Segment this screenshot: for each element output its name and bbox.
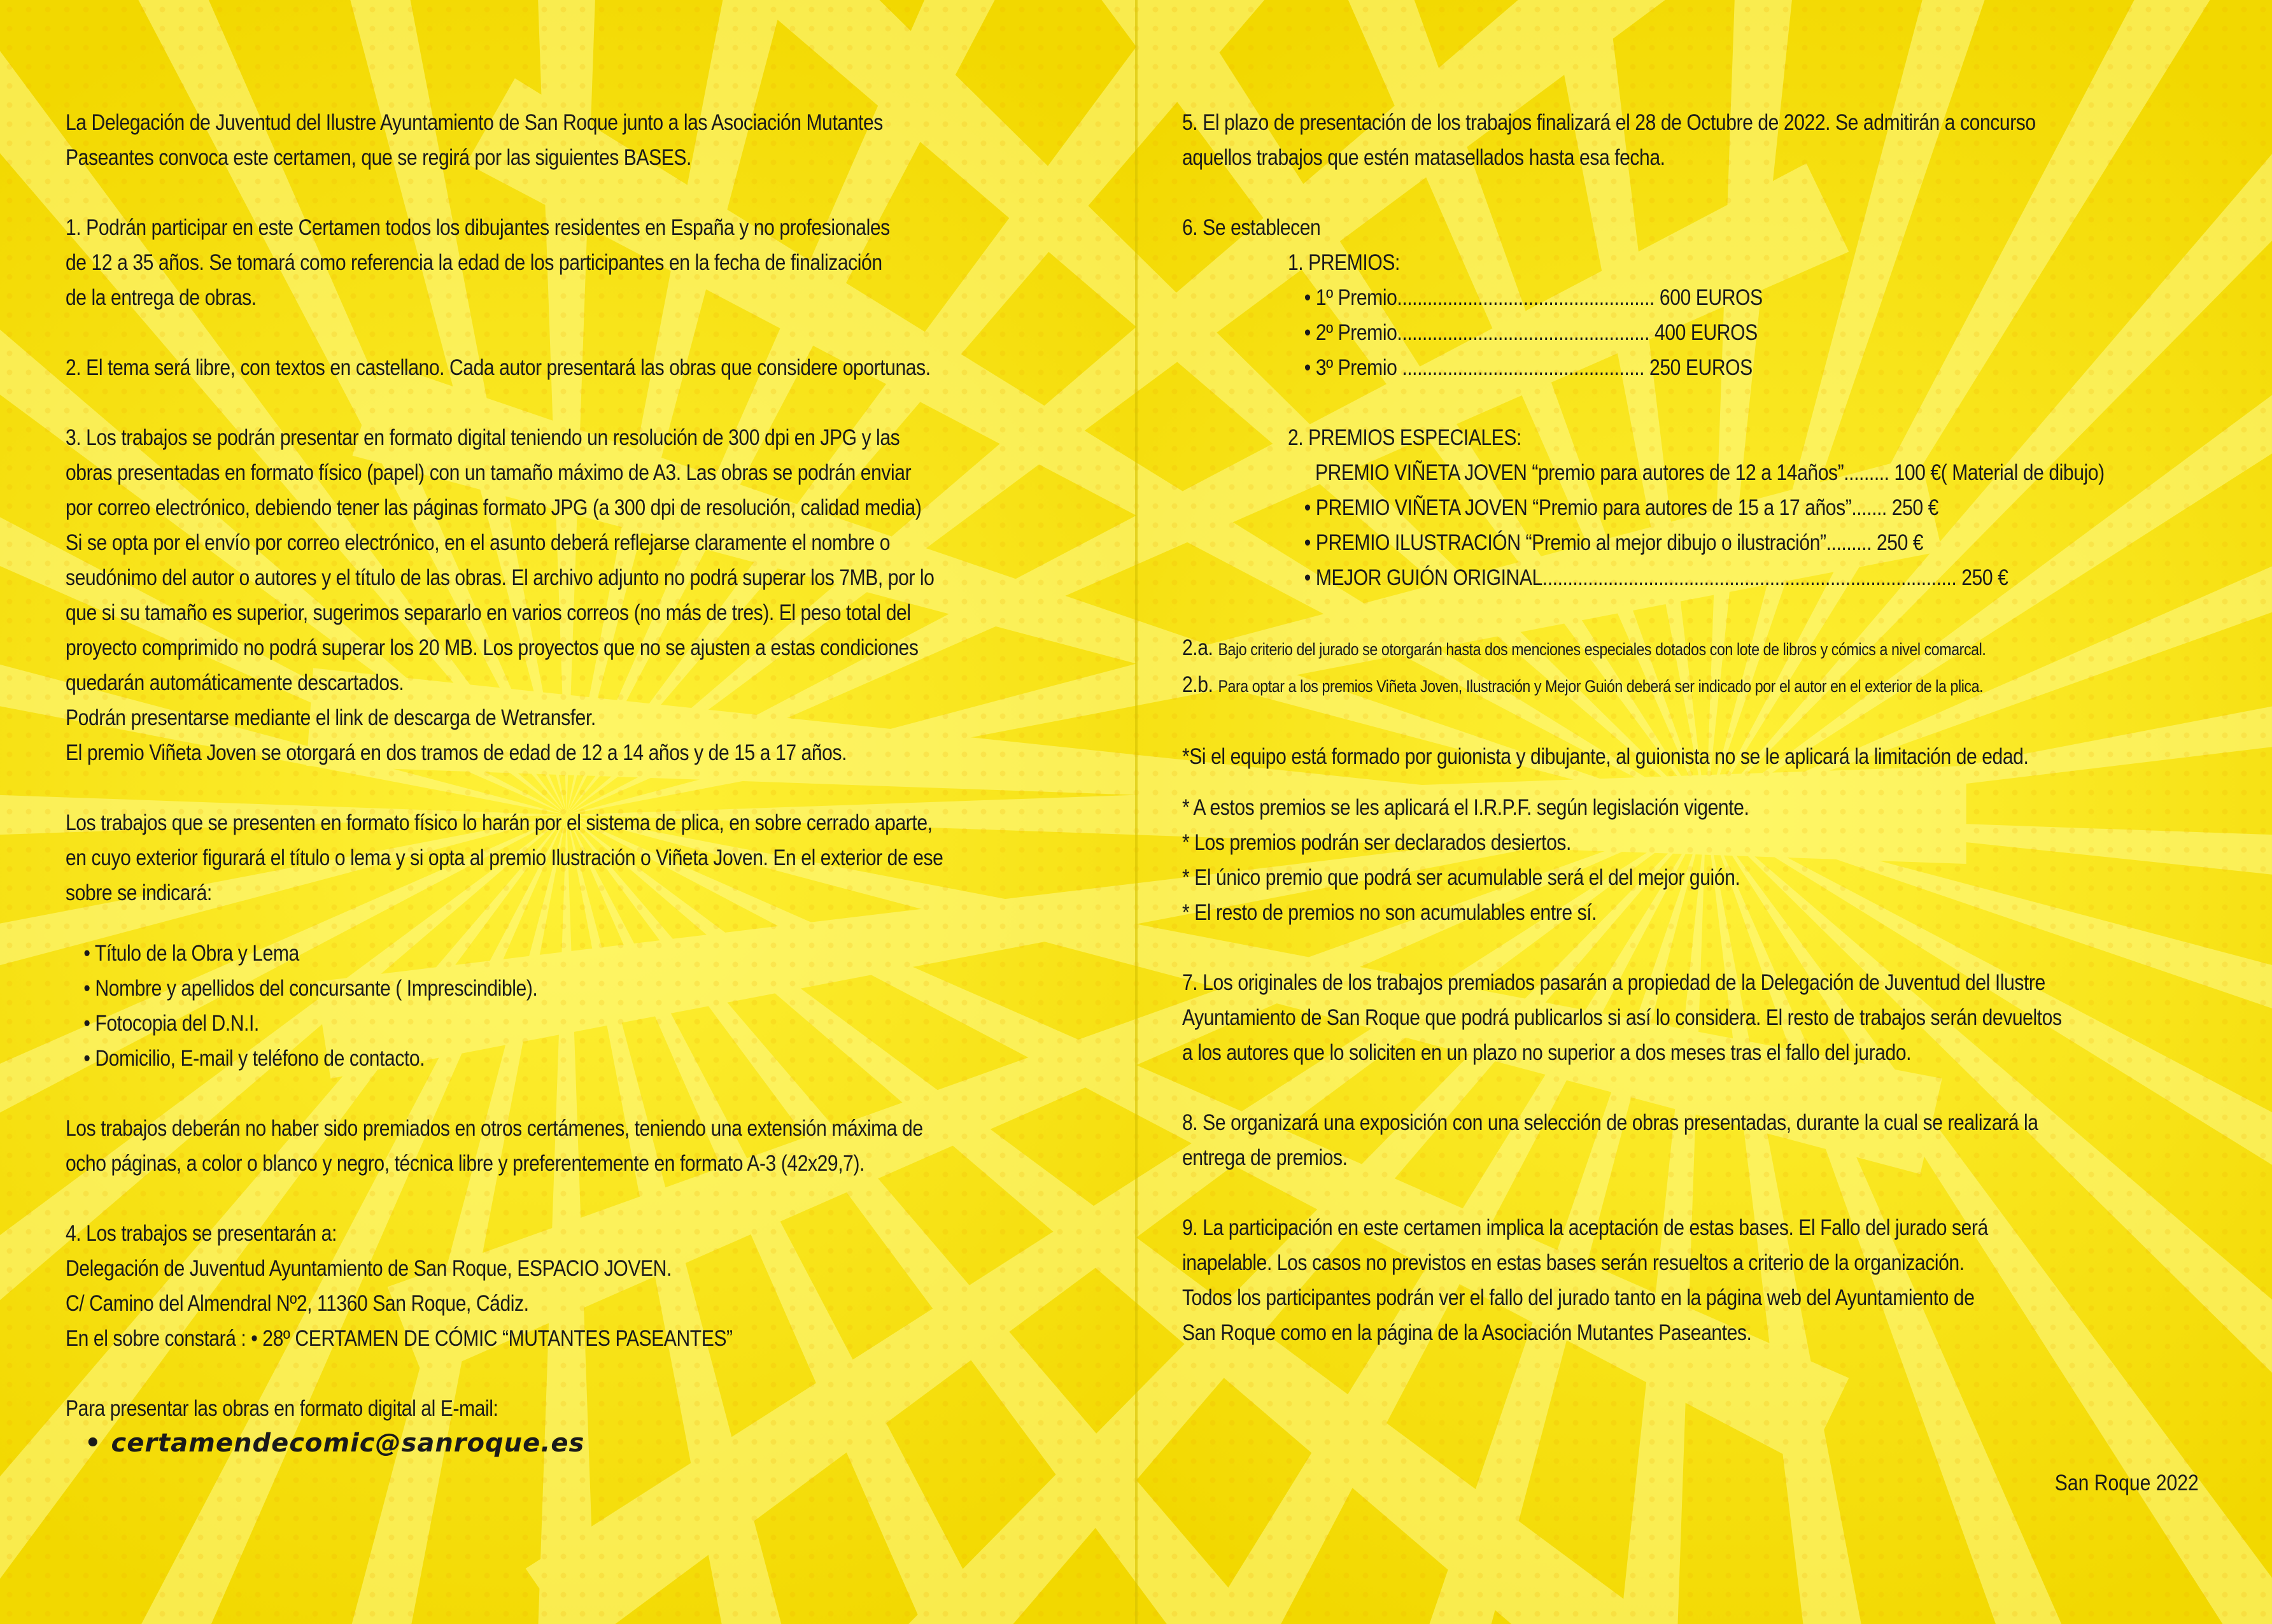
special-prize-row: • PREMIO VIÑETA JOVEN “Premio para autores de 15 a 17 años”....... 250 € xyxy=(1304,495,1938,520)
right-page xyxy=(1138,0,2272,1624)
prize-row: • 2º Premio.................................................. 400 EUROS xyxy=(1304,320,1758,345)
rule-6-prizes: 6. Se establecen 1. PREMIOS: • 1º Premio................................................... 600 EUROS • 2º Premio.................................................. 400 EUROS • 3º Premio ................................................ 250 EUROS 2. PREMIOS ESPECIALES: PREMIO VIÑETA JOVEN “premio para autores de 12 a 14años”......... 100 €( Material de dibujo) • PREMIO VIÑETA JOVEN “Premio para autores de 15 a 17 años”....... 250 € • PREMIO ILUSTRACIÓN “Premio al mejor dibujo o ilustración”......... 250 € • MEJOR GUIÓN ORIGINAL.................................................................................. 250 € xyxy=(1182,210,2195,595)
email-section: Para presentar las obras en formato digital al E-mail: xyxy=(66,1396,498,1421)
rule-2-theme: 2. El tema será libre, con textos en castellano. Cada autor presentará las obras que considere oportunas. xyxy=(66,355,931,380)
team-note: *Si el equipo está formado por guionista y dibujante, al guionista no se le aplicará la limitación de edad. xyxy=(1182,744,2029,769)
list-item: • Nombre y apellidos del concursante ( Imprescindible). xyxy=(83,976,538,1001)
plica-paragraph: Los trabajos que se presenten en formato físico lo harán por el sistema de plica, en sobre cerrado aparte, en cuyo exterior figurará el título o lema y si opta al premio Ilustración o Viñeta Joven. En el exterior de ese sobre se indicará: xyxy=(66,810,943,905)
left-page xyxy=(0,0,1135,1624)
rule-5-deadline: 5. El plazo de presentación de los trabajos finalizará el 28 de Octubre de 2022. Se admitirán a concurso aquellos trabajos que estén matasellados hasta esa fecha. xyxy=(1182,110,2036,170)
intro-paragraph: La Delegación de Juventud del Ilustre Ayuntamiento de San Roque junto a las Asociación Mutantes Paseantes convoca este certamen, que se regirá por las siguientes BASES. xyxy=(66,110,883,170)
special-prize-row: PREMIO VIÑETA JOVEN “premio para autores de 12 a 14años”......... 100 €( Material de dibujo) xyxy=(1315,460,2105,485)
rule-3-format: 3. Los trabajos se podrán presentar en formato digital teniendo un resolución de 300 dpi en JPG y las obras presentadas en formato físico (papel) con un tamaño máximo de A3. Las obras se podrán enviar por correo electrónico, debiendo tener las páginas formato JPG (a 300 dpi de resolución, calidad media) Si se opta por el envío por correo electrónico, en el asunto deberá reflejarse claramente el nombre o seudónimo del autor o autores y el título de las obras. El archivo adjunto no podrá superar los 7MB, por lo que si su tamaño es superior, sugerimos separarlo en varios correos (no más de tres). El peso total del proyecto comprimido no podrá superar los 20 MB. Los proyectos que no se ajusten a estas condiciones quedarán automáticamente descartados. Podrán presentarse mediante el link de descarga de Wetransfer. El premio Viñeta Joven se otorgará en dos tramos de edad de 12 a 14 años y de 15 a 17 años. xyxy=(66,425,935,765)
list-item: • Título de la Obra y Lema xyxy=(83,941,299,966)
prizes-heading: 1. PREMIOS: xyxy=(1287,250,1400,275)
list-item: • Fotocopia del D.N.I. xyxy=(83,1011,259,1036)
rule-1-participants: 1. Podrán participar en este Certamen todos los dibujantes residentes en España y no profesionales de 12 a 35 años. Se tomará como referencia la edad de los participantes en la fecha de finalización de la entrega de obras. xyxy=(66,215,890,310)
contact-email[interactable]: • certamendecomic@sanroque.es xyxy=(85,1429,585,1458)
extension-paragraph: Los trabajos deberán no haber sido premiados en otros certámenes, teniendo una extensión máxima de ocho páginas, a color o blanco y negro, técnica libre y preferentemente en formato A-3 (42x29,7). xyxy=(66,1116,923,1176)
special-prize-row: • MEJOR GUIÓN ORIGINAL.................................................................................. 250 € xyxy=(1304,565,2008,590)
prize-row: • 3º Premio ................................................ 250 EUROS xyxy=(1304,355,1753,380)
rule-2ab-notes: 2.a. Bajo criterio del jurado se otorgarán hasta dos menciones especiales dotados con lote de libros y cómics a nivel comarcal. 2.b. Para optar a los premios Viñeta Joven, Ilustración y Mejor Guión deberá ser indicado por el autor en el exterior de la plica. xyxy=(1182,635,1986,697)
list-item: • Domicilio, E-mail y teléfono de contacto. xyxy=(83,1046,425,1071)
signature: San Roque 2022 xyxy=(2055,1471,2199,1495)
prize-row: • 1º Premio................................................... 600 EUROS xyxy=(1304,285,1763,310)
special-prize-row: • PREMIO ILUSTRACIÓN “Premio al mejor dibujo o ilustración”......... 250 € xyxy=(1304,530,1924,555)
prize-notes: * A estos premios se les aplicará el I.R.P.F. según legislación vigente. * Los premios podrán ser declarados desiertos. * El único premio que podrá ser acumulable será el del mejor guión. * El resto de premios no son acumulables entre sí. xyxy=(1182,795,1749,925)
rule-7-ownership: 7. Los originales de los trabajos premiados pasarán a propiedad de la Delegación de Juventud del Ilustre Ayuntamiento de San Roque que podrá publicarlos si así lo considera. El resto de trabajos serán devueltos a los autores que lo soliciten en un plazo no superior a dos meses tras el fallo del jurado. xyxy=(1182,970,2062,1065)
special-prizes-heading: 2. PREMIOS ESPECIALES: xyxy=(1287,425,1521,450)
rule-9-acceptance: 9. La participación en este certamen implica la aceptación de estas bases. El Fallo del jurado será inapelable. Los casos no previstos en estas bases serán resueltos a criterio de la organización. Todos los participantes podrán ver el fallo del jurado tanto en la página web del Ayuntamiento de San Roque como en la página de la Asociación Mutantes Paseantes. xyxy=(1182,1215,1988,1345)
plica-list xyxy=(66,936,1078,1076)
rule-4-address: 4. Los trabajos se presentarán a: Delegación de Juventud Ayuntamiento de San Roque, ESPACIO JOVEN. C/ Camino del Almendral Nº2, 11360 San Roque, Cádiz. En el sobre constará : • 28º CERTAMEN DE CÓMIC “MUTANTES PASEANTES” xyxy=(66,1221,733,1351)
rule-8-exhibition: 8. Se organizará una exposición con una selección de obras presentadas, durante la cual se realizará la entrega de premios. xyxy=(1182,1110,2038,1170)
